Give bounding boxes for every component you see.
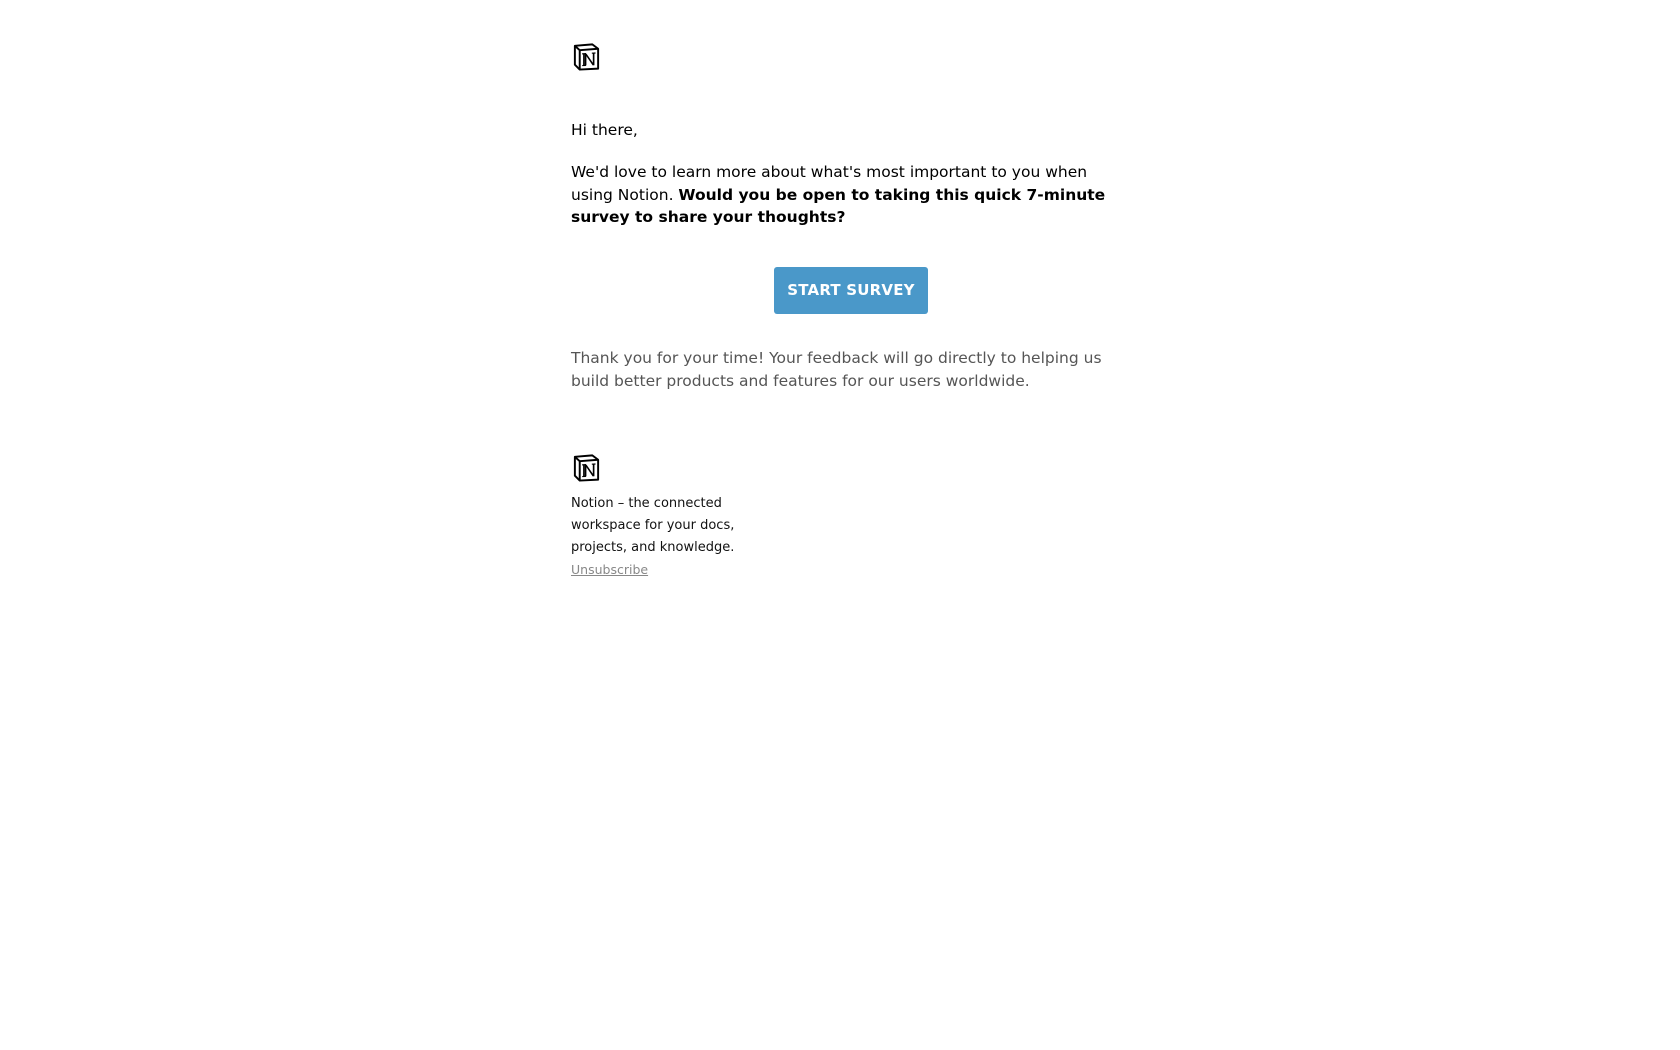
intro-text: We'd love to learn more about what's most important to you when using Notion. — [571, 163, 1088, 204]
greeting-text: Hi there, — [571, 121, 638, 139]
notion-logo-icon — [571, 452, 602, 483]
notion-logo-icon — [571, 41, 602, 72]
intro-question: Would you be open to taking this quick 7-minute survey to share your thoughts? — [571, 185, 1106, 226]
unsubscribe-link[interactable]: Unsubscribe — [571, 562, 649, 577]
email-footer — [571, 452, 751, 580]
cta-container — [571, 267, 1131, 314]
start-survey-button[interactable]: START SURVEY — [774, 267, 927, 314]
footer-tagline: Notion – the connected workspace for your docs, projects, and knowledge. — [571, 496, 735, 555]
thanks-text: Thank you for your time! Your feedback will go directly to helping us build better products and features for our users worldwide. — [571, 349, 1102, 390]
intro-paragraph — [571, 161, 1131, 229]
